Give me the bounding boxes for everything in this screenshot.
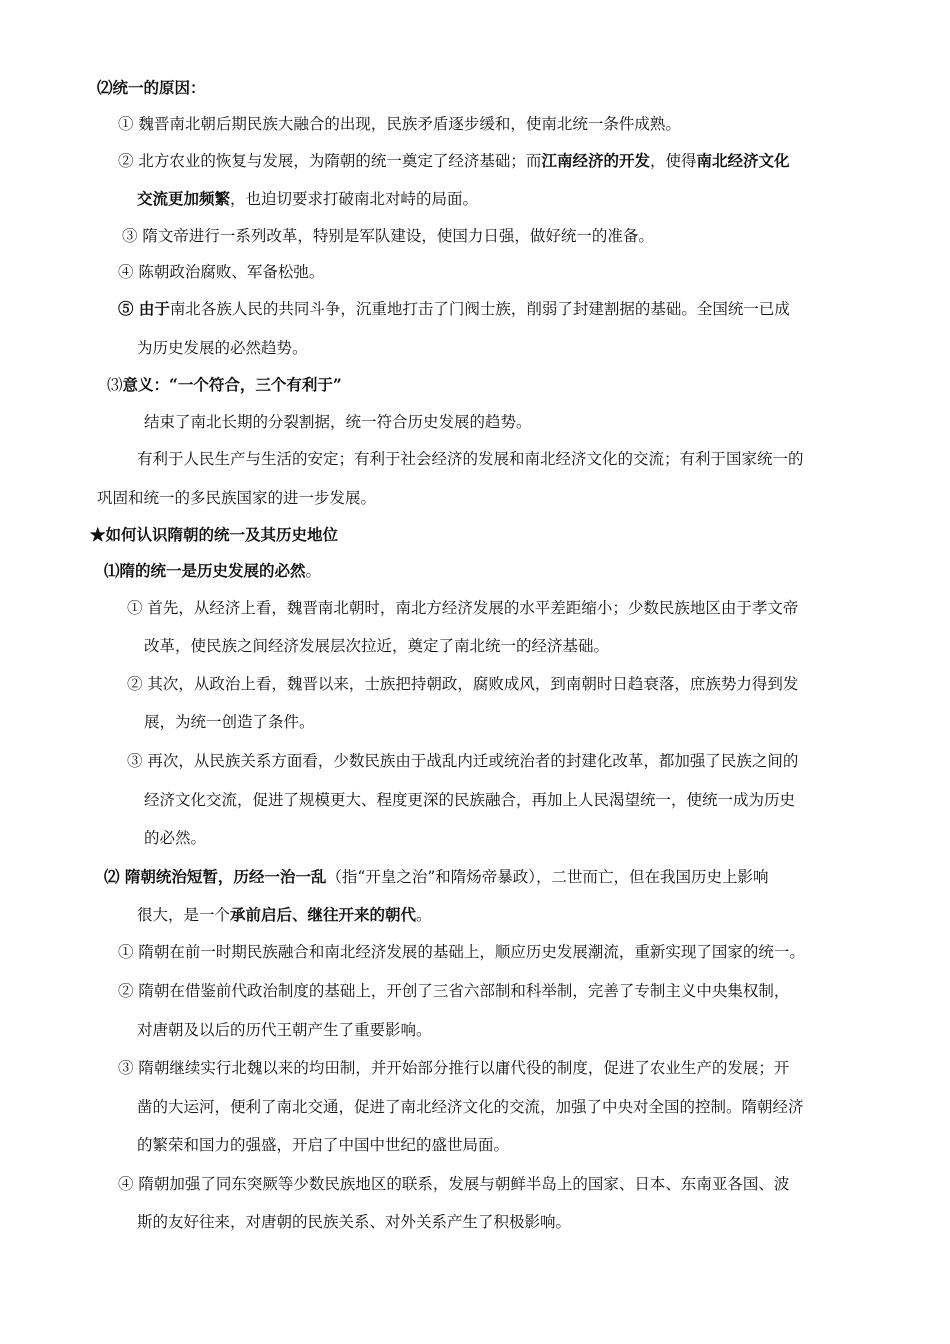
p1-item-3-line-2 [144,789,795,811]
reason-5-line-2 [137,337,308,359]
p1-heading-num: ⑴ [104,561,120,580]
reason-4-line-1 [118,261,324,283]
p2-item-2-line-2 [137,1019,432,1041]
text-segment: ① 魏晋南北朝后期民族大融合的出现，民族矛盾逐步缓和，使南北统一条件成熟。 [118,115,681,133]
text-segment: 南北各族人民的共同斗争，沉重地打击了门阀士族，削弱了封建割据的基础。全国统一已成 [169,300,790,318]
p2-item-4-line-2 [137,1211,571,1233]
reason-1-line-1 [118,113,681,135]
significance-line-2: 有利于人民生产与生活的安定；有利于社会经济的发展和南北经济文化的交流；有利于国家统一的 [137,450,804,468]
text-segment: ④ 隋朝加强了同东突厥等少数民族地区的联系，发展与朝鲜半岛上的国家、日本、东南亚各国、波 [118,1175,790,1193]
p1-item-2-line-2 [144,711,315,733]
significance-heading-num: ⑶ [107,376,123,394]
bold-text: 交流更加频繁 [137,189,231,208]
reason-2-line-2 [137,188,478,210]
reason-5-line-1 [118,298,790,320]
text-segment: 为历史发展的必然趋势。 [137,339,308,357]
text-segment: 经济文化交流，促进了规模更大、程度更深的民族融合，再加上人民渴望统一，使统一成为历史 [144,791,796,809]
text-segment: ，使得 [649,152,697,170]
text-segment: ③ 隋朝继续实行北魏以来的均田制，并开始部分推行以庸代役的制度，促进了农业生产的发展；开 [118,1059,790,1077]
reason-2-line-1 [118,150,789,172]
bold-text: ⑵ 隋朝统治短暂，历经一治一乱 [104,867,327,886]
p1-item-2-line-1 [127,673,798,695]
p1-heading [104,560,321,582]
text-segment: 对唐朝及以后的历代王朝产生了重要影响。 [137,1021,432,1039]
text-segment: ④ 陈朝政治腐败、军备松弛。 [118,263,325,281]
text-segment: 。 [416,906,432,924]
reason-3-line-1 [122,225,654,247]
reasons-heading [97,77,206,99]
significance-heading-title: 意义：“一个符合，三个有利于” [122,375,342,394]
text-segment: 改革，使民族之间经济发展层次拉近，奠定了南北统一的经济基础。 [144,637,610,655]
significance-heading [107,374,342,396]
p1-item-1-line-2 [144,635,609,657]
p2-heading-line-2 [137,904,432,926]
p2-item-3-line-2 [137,1096,804,1118]
bold-text: 承前启后、继往开来的朝代 [230,905,417,924]
p2-item-3-line-3 [137,1134,509,1156]
p2-item-2-line-1 [118,980,789,1002]
section-title: ★如何认识隋朝的统一及其历史地位 [90,525,339,544]
text-segment: 展，为统一创造了条件。 [144,713,315,731]
text-segment: 斯的友好往来，对唐朝的民族关系、对外关系产生了积极影响。 [137,1213,572,1231]
text-segment: （指“开皇之治”和隋炀帝暴政），二世而亡，但在我国历史上影响 [326,868,769,886]
bold-text: 南北经济文化 [696,151,790,170]
text-segment: ，也迫切要求打破南北对峙的局面。 [230,190,479,208]
reasons-heading-num: ⑵ [97,78,113,97]
p2-item-4-line-1 [118,1173,789,1195]
bold-text: 江南经济的开发 [541,151,650,170]
p1-heading-tail: 。 [305,562,322,580]
p1-item-3-line-1 [127,750,798,772]
significance-line-1: 结束了南北长期的分裂割据，统一符合历史发展的趋势。 [144,413,532,431]
text-segment: 的必然。 [144,829,207,847]
p2-item-3-line-1 [118,1057,789,1079]
text-segment: ③ 隋文帝进行一系列改革，特别是军队建设，使国力日强，做好统一的准备。 [122,227,654,245]
p1-heading-title: 隋的统一是历史发展的必然 [119,561,306,580]
reasons-heading-title: 统一的原因： [112,78,206,97]
text-segment: ② 北方农业的恢复与发展，为隋朝的统一奠定了经济基础；而 [118,152,542,170]
text-segment: 很大，是一个 [137,906,231,924]
text-segment: ② 隋朝在借鉴前代政治制度的基础上，开创了三省六部制和科举制，完善了专制主义中央集权制， [118,982,790,1000]
text-segment: 凿的大运河，便利了南北交通，促进了南北经济文化的交流，加强了中央对全国的控制。隋朝经济 [137,1098,804,1116]
p2-item-1-line-1 [118,941,805,963]
text-segment: ② 其次，从政治上看，魏晋以来，士族把持朝政，腐败成风，到南朝时日趋衰落，庶族势力得到发 [127,675,799,693]
significance-line-3: 巩固和统一的多民族国家的进一步发展。 [97,489,377,507]
p1-item-1-line-1 [127,597,798,619]
text-segment: 的繁荣和国力的强盛，开启了中国中世纪的盛世局面。 [137,1136,510,1154]
p1-item-3-line-3 [144,827,206,849]
text-segment: ③ 再次，从民族关系方面看，少数民族由于战乱内迁或统治者的封建化改革，都加强了民族之间的 [127,752,799,770]
text-segment: ① 隋朝在前一时期民族融合和南北经济发展的基础上，顺应历史发展潮流，重新实现了国家的统一。 [118,943,805,961]
text-segment: ① 首先，从经济上看，魏晋南北朝时，南北方经济发展的水平差距缩小；少数民族地区由于孝文帝 [127,599,799,617]
p2-heading-line-1 [104,866,769,888]
bold-text: ⑤ 由于 [118,299,170,318]
